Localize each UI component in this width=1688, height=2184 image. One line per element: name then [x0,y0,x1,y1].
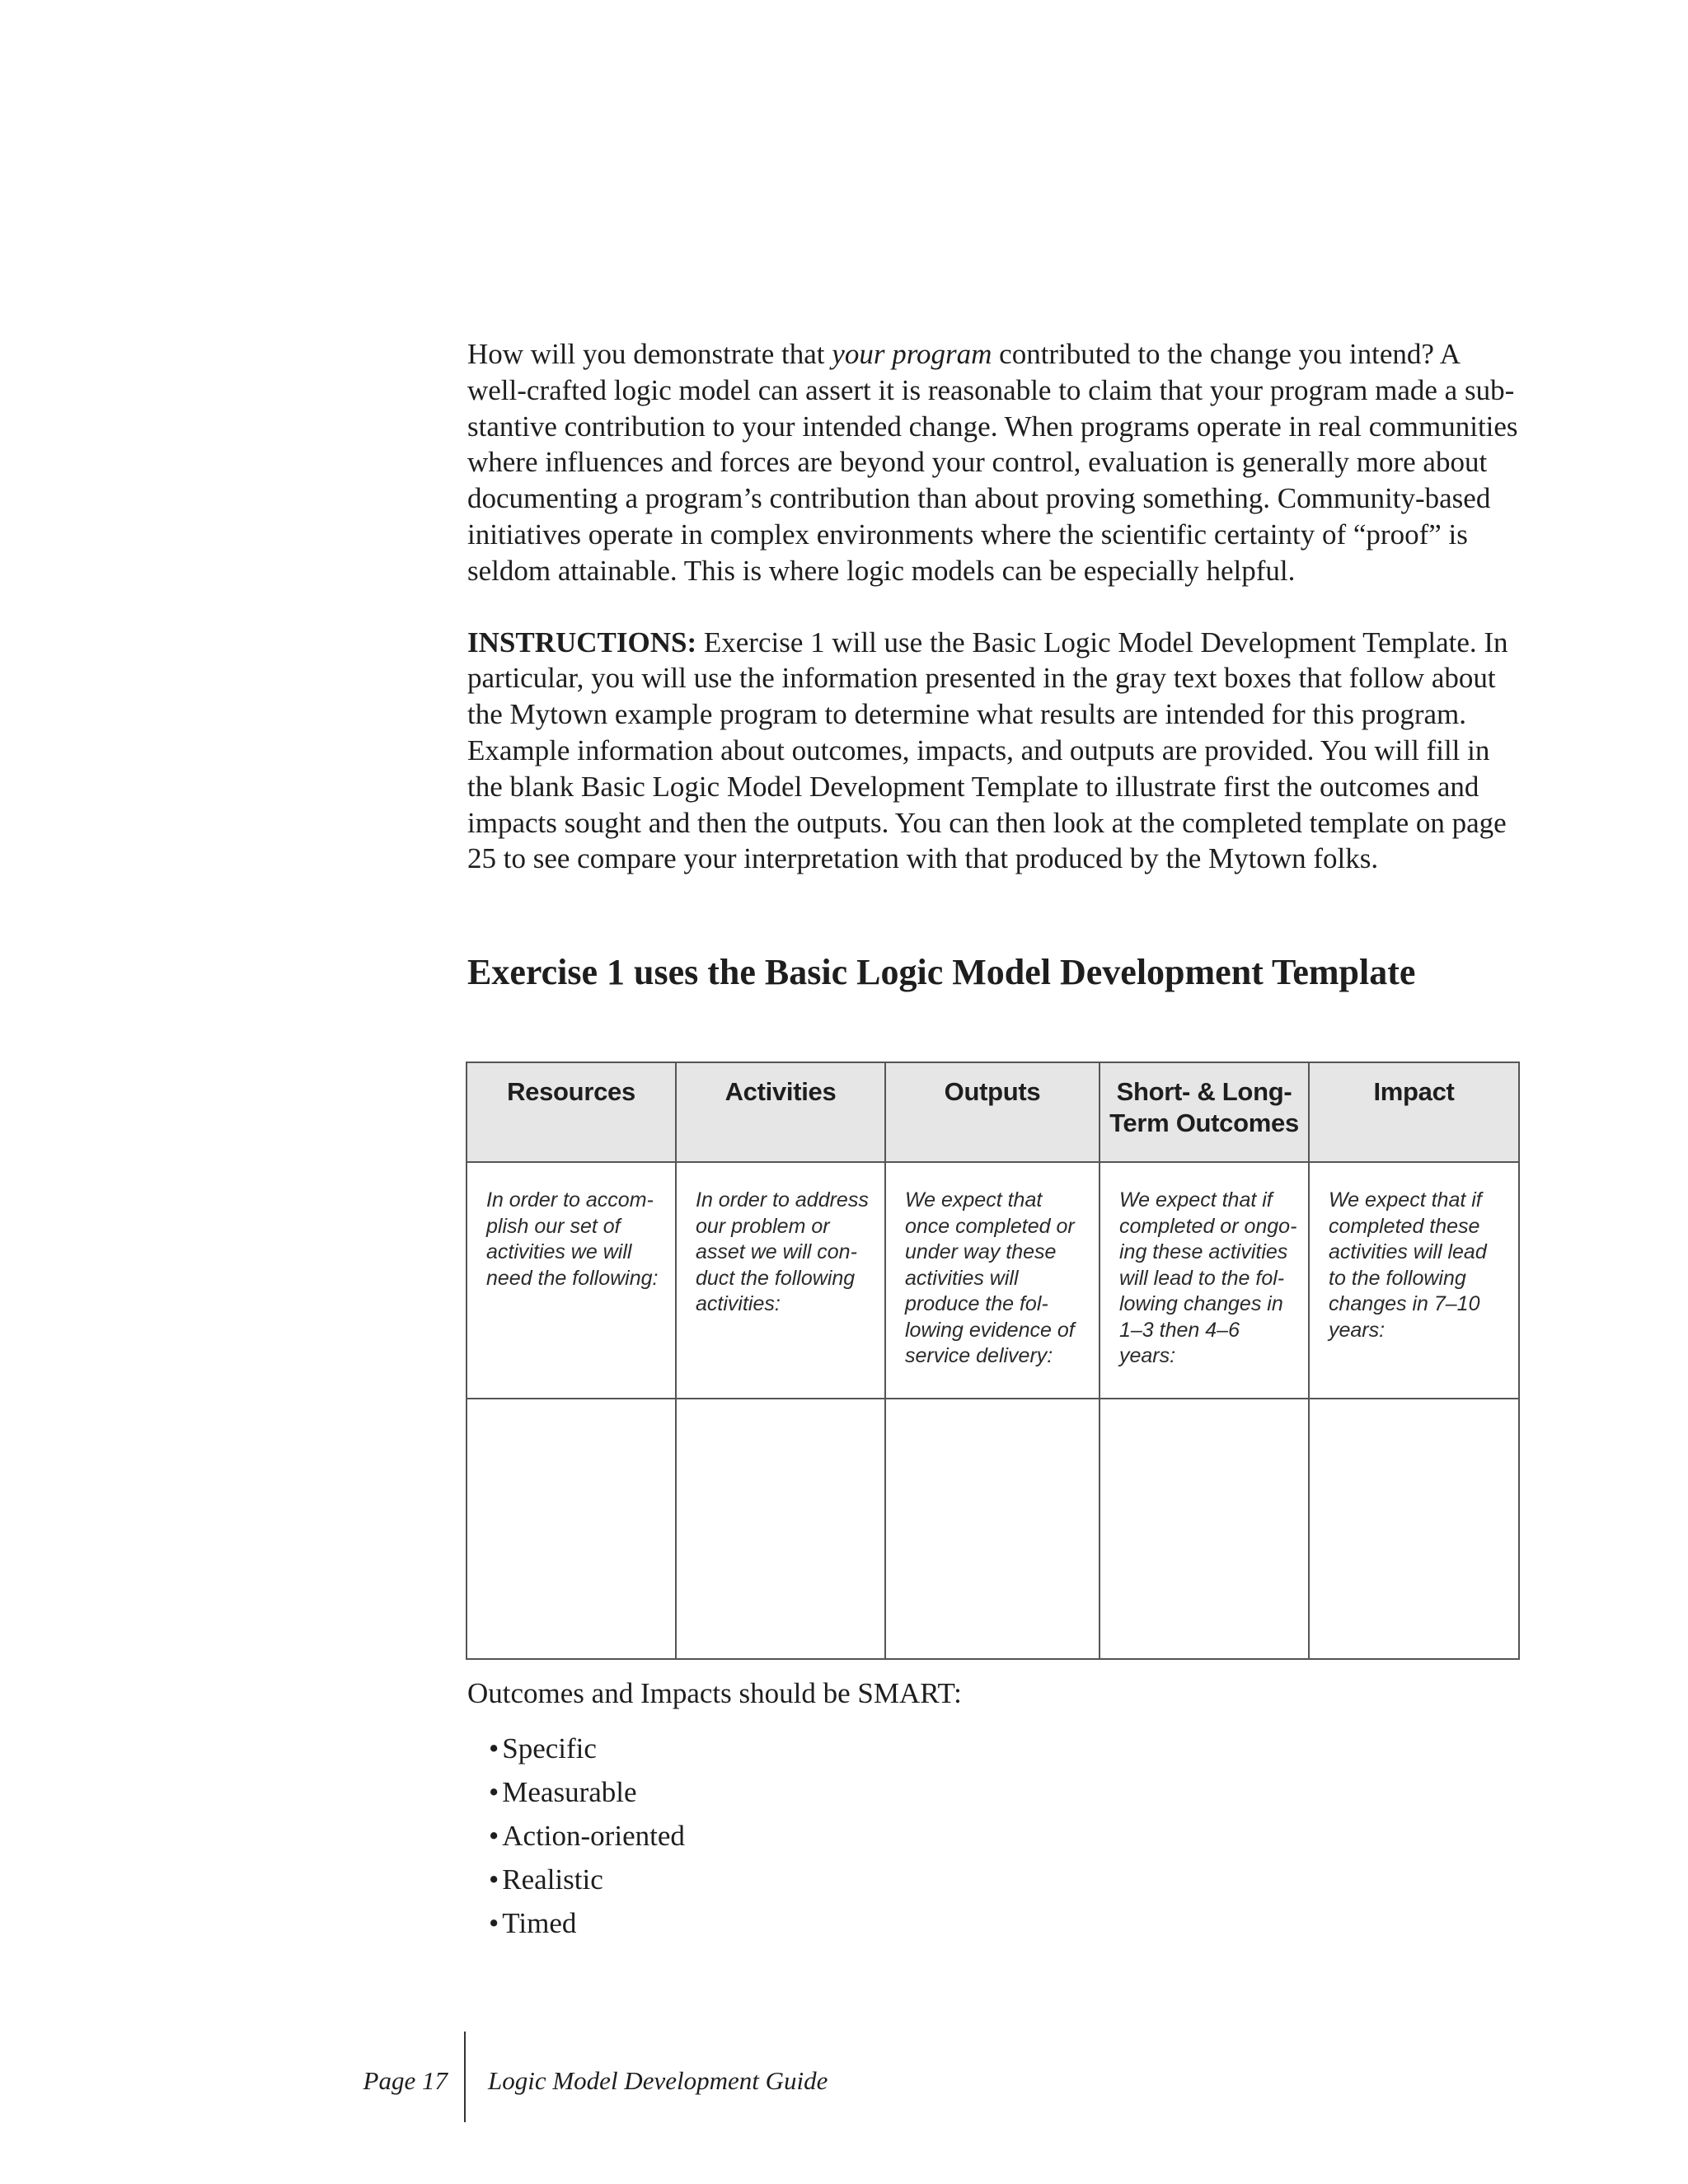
blank-cell-outcomes [1100,1399,1309,1659]
header-activities: Activities [676,1062,885,1162]
template-header-row [467,1062,1519,1162]
smart-title: Outcomes and Impacts should be SMART: [467,1677,962,1709]
smart-rest: ealistic [521,1863,603,1896]
list-item [489,1770,962,1814]
list-item [489,1727,962,1770]
intro-text-start: How will you demonstrate that [467,338,832,370]
blank-cell-resources [467,1399,676,1659]
blank-cell-impact [1309,1399,1519,1659]
footer-divider [464,2032,466,2122]
page-footer [0,2032,1688,2130]
prompt-outputs: We expect that once completed or under way these activities will produce the following evidence of service delivery: [885,1162,1100,1399]
main-content [467,336,1518,996]
instructions-label: INSTRUCTIONS: [467,626,697,658]
smart-initial: T [502,1907,519,1939]
bullet-icon: • [489,1776,499,1808]
logic-model-template-table [466,1062,1520,1660]
smart-initial: M [502,1776,528,1808]
template-blank-row [467,1399,1519,1659]
intro-text-end: contributed to the change you intend? A well-crafted logic model can assert it is reasonable to claim that your program made a substantive contribution to your intended change. When programs operate in real communities where influences and forces are beyond your control, evaluation is generally more about documenting a program’s contribution than about proving something. Community-based initiatives operate in complex environments where the scientific certainty of “proof” is seldom attainable. This is where logic models can be especially helpful. [467,338,1518,587]
intro-emphasis: your program [832,338,992,370]
guide-title: Logic Model Development Guide [488,2066,828,2095]
smart-section [467,1675,962,1945]
header-outputs: Outputs [885,1062,1100,1162]
smart-rest: pecific [518,1732,597,1765]
blank-cell-activities [676,1399,885,1659]
smart-rest: easurable [528,1776,637,1808]
template-prompt-row [467,1162,1519,1399]
header-impact: Impact [1309,1062,1519,1162]
smart-initial: R [502,1863,522,1896]
smart-rest: ction-oriented [523,1820,685,1852]
prompt-outcomes: We expect that if completed or ongoing these activities will lead to the following changes in 1–3 then 4–6 years: [1100,1162,1309,1399]
header-outcomes: Short- & Long-Term Outcomes [1100,1062,1309,1162]
intro-paragraph [467,336,1518,589]
blank-cell-outputs [885,1399,1100,1659]
bullet-icon: • [489,1907,499,1939]
bullet-icon: • [489,1732,499,1765]
instructions-paragraph [467,625,1518,878]
section-heading: Exercise 1 uses the Basic Logic Model Development Template [467,952,1416,993]
list-item [489,1814,962,1858]
smart-rest: imed [518,1907,577,1939]
list-item [489,1858,962,1901]
bullet-icon: • [489,1820,499,1852]
header-resources: Resources [467,1062,676,1162]
smart-initial: A [502,1820,523,1852]
instructions-text: Exercise 1 will use the Basic Logic Model Development Template. In particular, you will use the information presented in the gray text boxes that follow about the Mytown example program to determine what results are intended for this program. Example information about outcomes, impacts, and outputs are provided. You will fill in the blank Basic Logic Model Development Template to illustrate first the outcomes and impacts sought and then the outputs. You can then look at the completed template on page 25 to see compare your interpretation with that produced by the Mytown folks. [467,626,1508,875]
page-number: Page 17 [363,2066,448,2095]
smart-initial: S [502,1732,518,1765]
prompt-impact: We expect that if completed these activities will lead to the following changes in 7–10 years: [1309,1162,1519,1399]
prompt-activities: In order to address our problem or asset we will conduct the following activities: [676,1162,885,1399]
list-item [489,1901,962,1945]
bullet-icon: • [489,1863,499,1896]
smart-list [489,1727,962,1945]
prompt-resources: In order to accomplish our set of activities we will need the following: [467,1162,676,1399]
